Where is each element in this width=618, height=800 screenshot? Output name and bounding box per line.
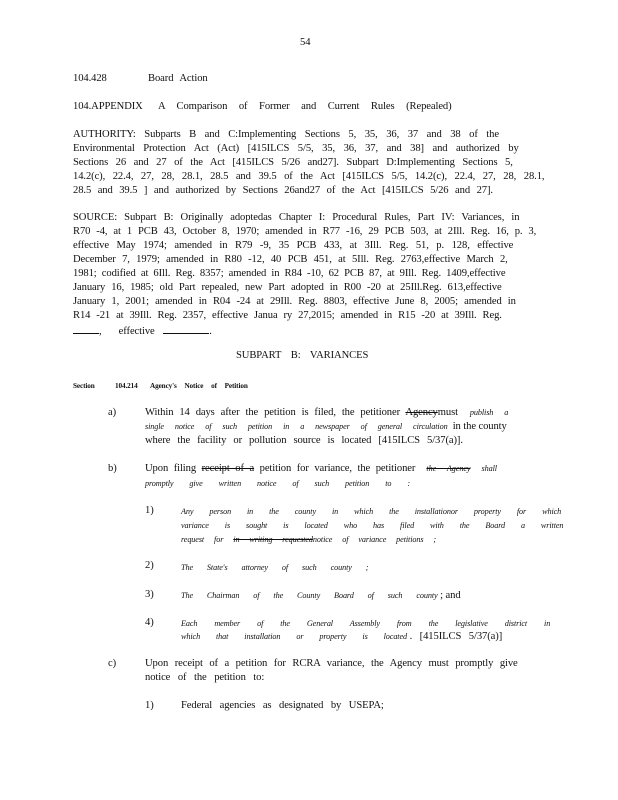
deleted-text: Agency bbox=[405, 407, 438, 418]
page-number: 54 bbox=[300, 37, 311, 48]
text: Within 14 days after the petition is filed, the petitioner bbox=[145, 407, 401, 418]
item-c-label: c) bbox=[108, 658, 117, 669]
sub-item-line: Any person in the county in which the installationor property for which bbox=[181, 507, 562, 516]
blank-line bbox=[163, 323, 209, 334]
item-a-line bbox=[145, 406, 508, 420]
sub-item-line bbox=[181, 533, 436, 547]
source-effective: effective bbox=[118, 326, 155, 337]
item-b-line bbox=[145, 462, 497, 476]
section-number: 104.214 bbox=[115, 382, 138, 390]
sub-item-line: The State's attorney of such county ; bbox=[181, 563, 369, 572]
sub-item-line: Federal agencies as designated by USEPA; bbox=[181, 700, 384, 711]
sub-item-line bbox=[181, 589, 461, 603]
item-c-line: Upon receipt of a petition for RCRA variance, the Agency must promptly give bbox=[145, 658, 518, 669]
appendix-number: 104.APPENDIX bbox=[73, 101, 143, 112]
authority-line: Sections 26 and 27 of the Act [415ILCS 5/26 and27]. Subpart D:Implementing Sections 5, bbox=[73, 157, 513, 168]
sub-item-label: 4) bbox=[145, 617, 154, 628]
source-last-line bbox=[73, 323, 212, 339]
italic-text: single notice of such petition in a newspaper of general circulation bbox=[145, 422, 448, 431]
source-line: effective May 1974; amended in R79 -9, 35 PCB 433, at 3Ill. Reg. 51, p. 128, effective bbox=[73, 240, 514, 251]
authority-line: AUTHORITY: Subparts B and C:Implementing Sections 5, 35, 36, 37 and 38 of the bbox=[73, 129, 499, 140]
citation: . [415ILCS 5/37(a)] bbox=[409, 631, 503, 642]
sub-item-label: 1) bbox=[145, 700, 154, 711]
sub-item-label: 3) bbox=[145, 589, 154, 600]
authority-line: 14.2(c), 22.4, 27, 28, 28.1, 28.5 and 39.5 of the Act [415ILCS 5/5, 14.2(c), 22.4, 27, 28, 28.1, bbox=[73, 171, 545, 182]
section-title: Agency's Notice of Petition bbox=[150, 382, 248, 390]
item-a-line bbox=[145, 420, 507, 434]
heading-title: Board Action bbox=[148, 73, 208, 84]
italic-text: request for bbox=[181, 535, 224, 544]
text: ; and bbox=[440, 590, 461, 601]
item-b-label: b) bbox=[108, 463, 117, 474]
sub-item-line: Each member of the General Assembly from the legislative district in bbox=[181, 619, 551, 628]
sub-item-label: 1) bbox=[145, 505, 154, 516]
item-a-label: a) bbox=[108, 407, 117, 418]
heading-number: 104.428 bbox=[73, 73, 107, 84]
sub-item-label: 2) bbox=[145, 560, 154, 571]
text: must bbox=[437, 407, 458, 418]
italic-text: shall bbox=[481, 464, 497, 473]
item-b-line: promptly give written notice of such petition to : bbox=[145, 479, 410, 488]
text: in the county bbox=[452, 421, 507, 432]
source-end: . bbox=[209, 326, 212, 337]
source-line: December 7, 1979; amended in R80 -12, 40 PCB 451, at 5Ill. Reg. 2763,effective March 2, bbox=[73, 254, 508, 265]
sub-item-line: variance is sought is located who has filed with the Board a written bbox=[181, 521, 564, 530]
deleted-text: in writing requested bbox=[233, 535, 313, 544]
source-line: R14 -21 at 39Ill. Reg. 2357, effective Janua ry 27,2015; amended in R15 -20 at 39Ill. Reg. bbox=[73, 310, 502, 321]
blank-line bbox=[73, 323, 99, 334]
text: Upon filing bbox=[145, 463, 197, 474]
source-line: SOURCE: Subpart B: Originally adoptedas Chapter I: Procedural Rules, Part IV: Variances, in bbox=[73, 212, 520, 223]
deleted-text: the Agency bbox=[426, 464, 471, 473]
source-line: R70 -4, at 1 PCB 43, October 8, 1970; amended in R77 -16, 29 PCB 503, at 2Ill. Reg. 16, p. 3, bbox=[73, 226, 537, 237]
deleted-text: receipt of a bbox=[201, 463, 255, 474]
italic-text: notice of variance petitions ; bbox=[312, 535, 437, 544]
source-line: January 1, 2001; amended in R04 -24 at 29Ill. Reg. 8803, effective June 8, 2005; amended in bbox=[73, 296, 516, 307]
source-separator: , bbox=[99, 326, 102, 337]
authority-line: Environmental Protection Act (Act) [415ILCS 5/5, 35, 36, 37, and 38] and authorized by bbox=[73, 143, 519, 154]
item-a-line: where the facility or pollution source is located [415ILCS 5/37(a)]. bbox=[145, 435, 463, 446]
italic-text: The Chairman of the County Board of such county bbox=[181, 591, 438, 600]
italic-text: which that installation or property is located bbox=[181, 632, 408, 641]
italic-text: publish a bbox=[469, 408, 509, 417]
item-c-line: notice of the petition to: bbox=[145, 672, 265, 683]
text: petition for variance, the petitioner bbox=[259, 463, 416, 474]
sub-item-line bbox=[181, 630, 502, 644]
section-label: Section bbox=[73, 382, 95, 390]
authority-line: 28.5 and 39.5 ] and authorized by Sections 26and27 of the Act [415ILCS 5/26 and 27]. bbox=[73, 185, 493, 196]
subpart-title: SUBPART B: VARIANCES bbox=[236, 350, 369, 361]
source-line: 1981; codified at 6Ill. Reg. 8357; amended in R84 -10, 62 PCB 87, at 9Ill. Reg. 1409,effective bbox=[73, 268, 506, 279]
appendix-title: A Comparison of Former and Current Rules (Repealed) bbox=[158, 101, 452, 112]
source-line: January 16, 1985; old Part repealed, new Part adopted in R00 -20 at 25Ill.Reg. 613,effective bbox=[73, 282, 502, 293]
